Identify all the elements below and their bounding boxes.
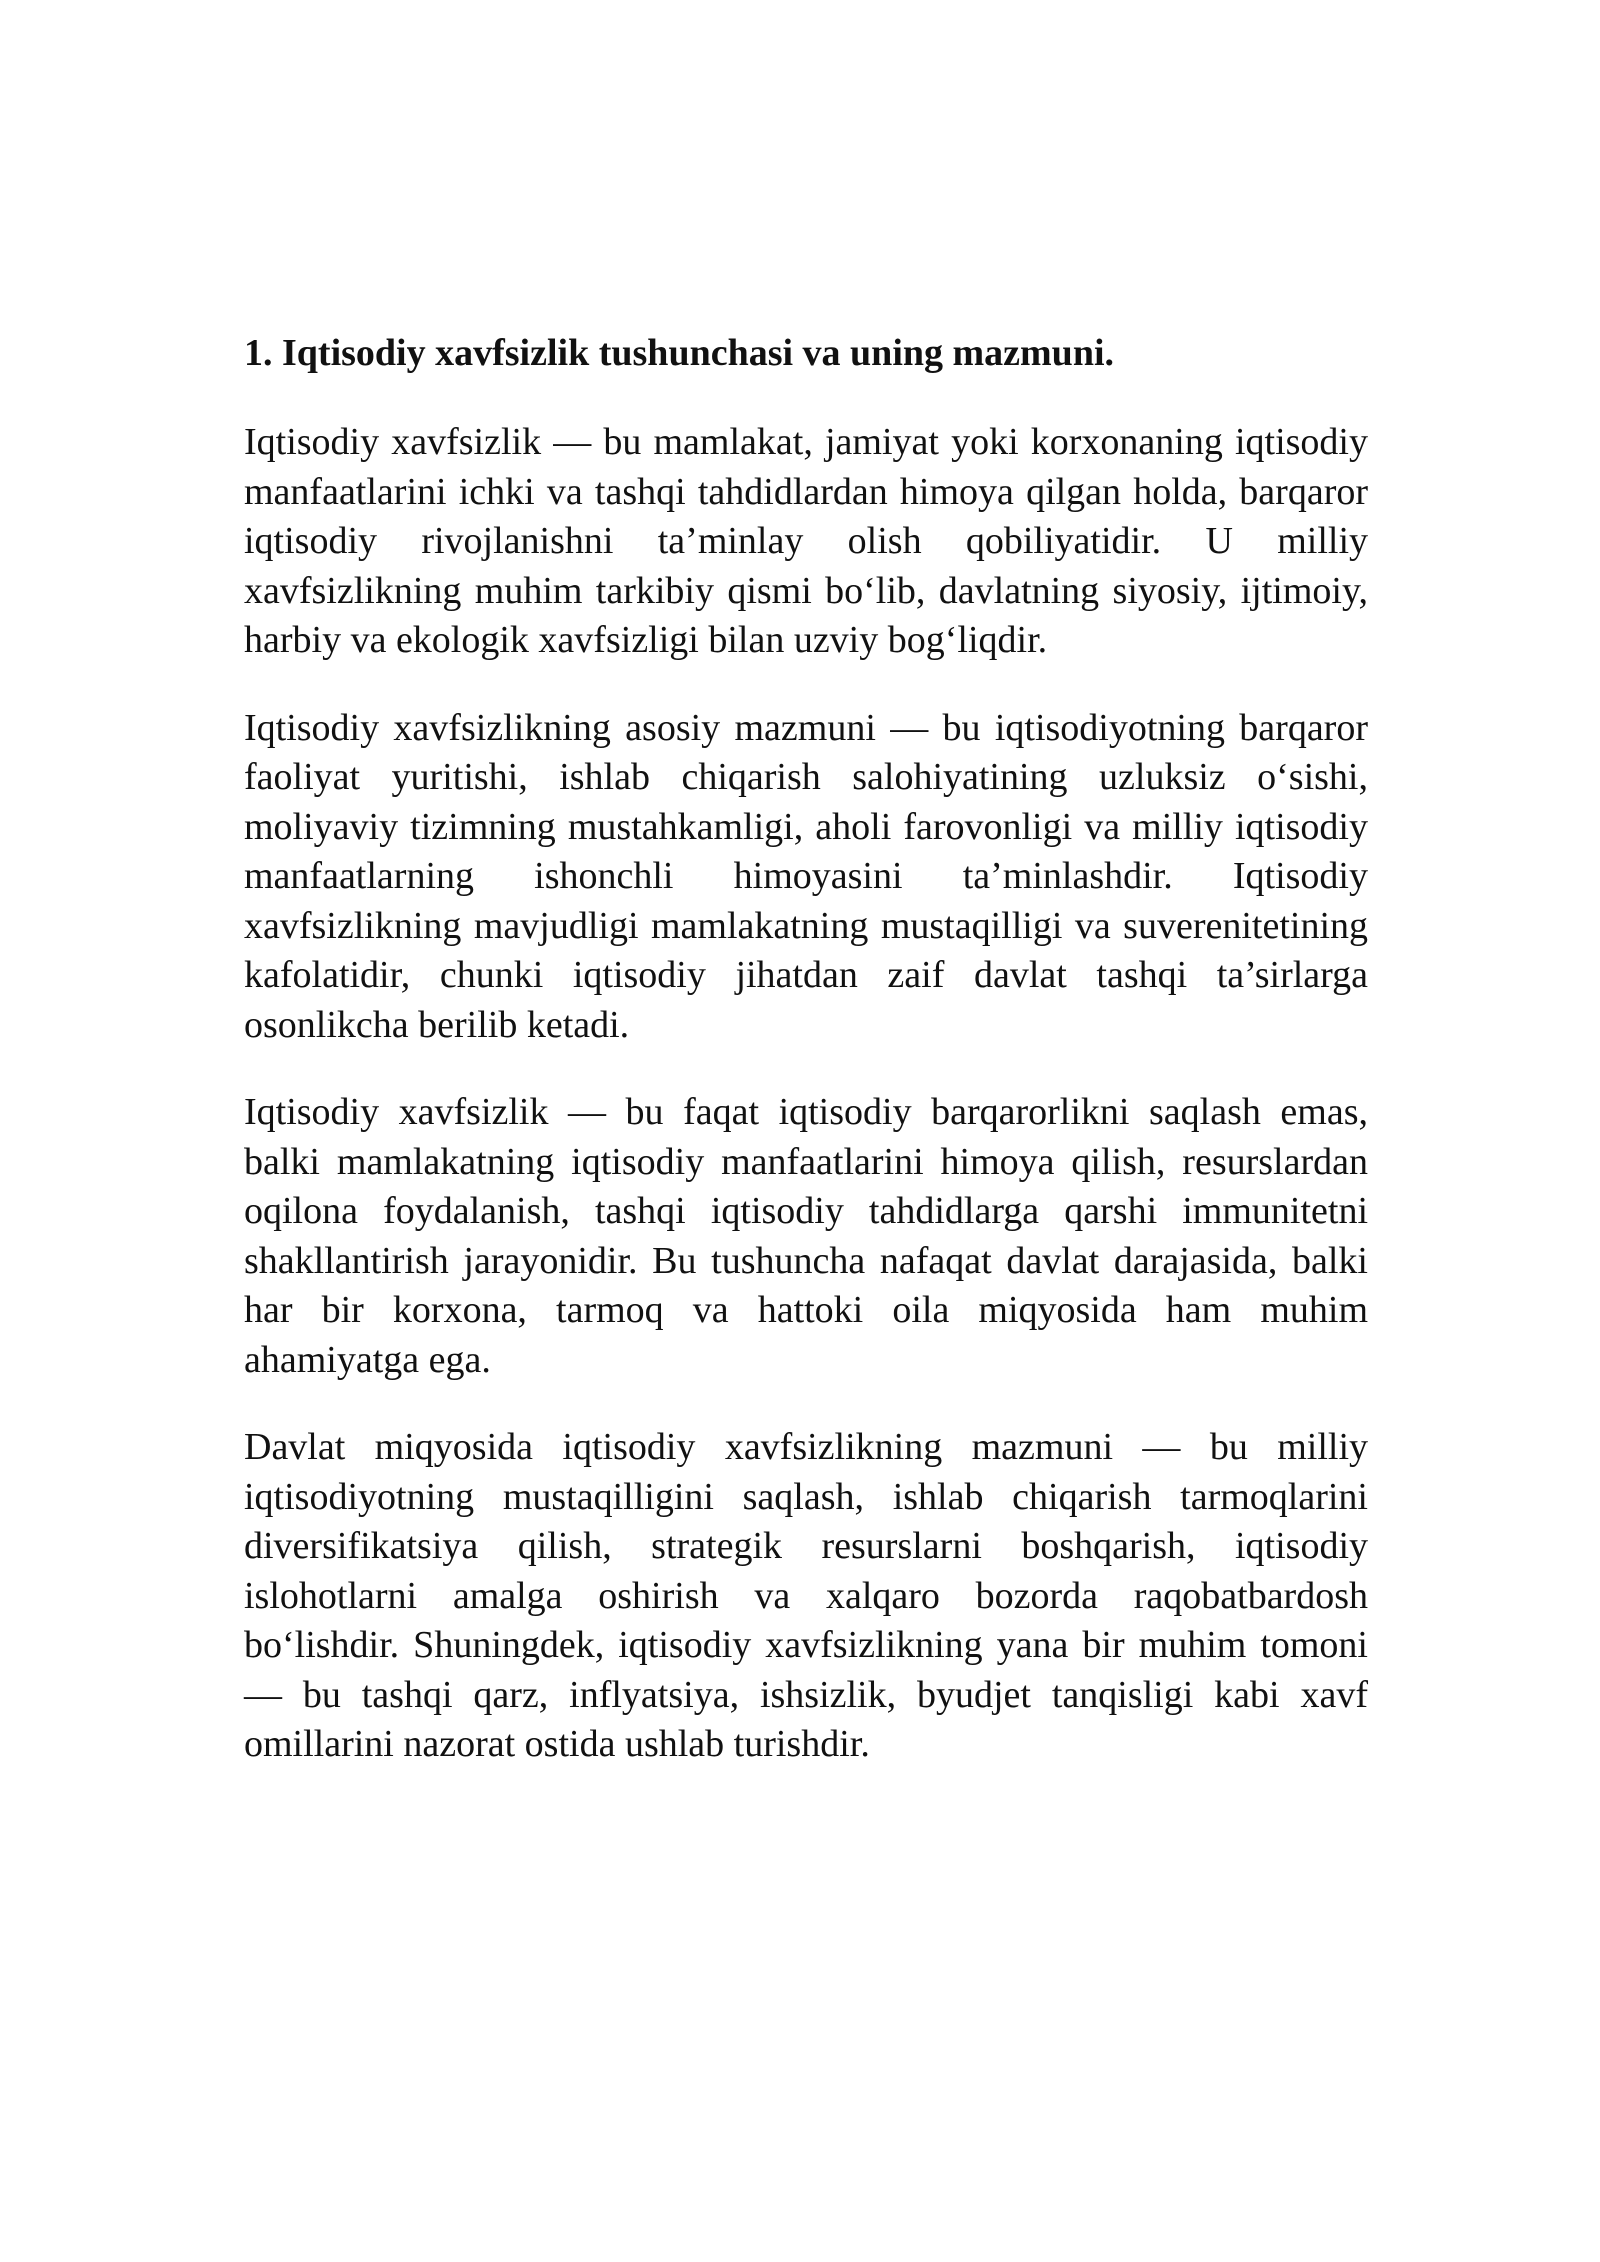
paragraph-3: Iqtisodiy xavfsizlik — bu faqat iqtisodiy barqarorlikni saqlash emas, balki mamlakatning iqtisodiy manfaatlarini himoya qilish, resurslardan oqilona foydalanish, tashqi iqtisodiy tahdidlarga qarshi immunitetni shakllantirish jarayonidir. Bu tushuncha nafaqat davlat darajasida, balki har bir korxona, tarmoq va hattoki oila miqyosida ham muhim ahamiyatga ega. [244, 1091, 1368, 1381]
document-body [244, 328, 1368, 1808]
paragraph-1: Iqtisodiy xavfsizlik — bu mamlakat, jamiyat yoki korxonaning iqtisodiy manfaatlarini ichki va tashqi tahdidlardan himoya qilgan holda, barqaror iqtisodiy rivojlanishni ta’minlay olish qobiliyatidir. U milliy xavfsizlikning muhim tarkibiy qismi bo‘lib, davlatning siyosiy, ijtimoiy, harbiy va ekologik xavfsizligi bilan uzviy bog‘liqdir. [244, 421, 1368, 661]
paragraph-4: Davlat miqyosida iqtisodiy xavfsizlikning mazmuni — bu milliy iqtisodiyotning mustaqilligini saqlash, ishlab chiqarish tarmoqlarini diversifikatsiya qilish, strategik resurslarni boshqarish, iqtisodiy islohotlarni amalga oshirish va xalqaro bozorda raqobatbardosh bo‘lishdir. Shuningdek, iqtisodiy xavfsizlikning yana bir muhim tomoni — bu tashqi qarz, inflyatsiya, ishsizlik, byudjet tanqisligi kabi xavf omillarini nazorat ostida ushlab turishdir. [244, 1426, 1368, 1765]
section-heading: 1. Iqtisodiy xavfsizlik tushunchasi va uning mazmuni. [244, 332, 1115, 374]
paragraph-2: Iqtisodiy xavfsizlikning asosiy mazmuni — bu iqtisodiyotning barqaror faoliyat yuritishi, ishlab chiqarish salohiyatining uzluksiz o‘sishi, moliyaviy tizimning mustahkamligi, aholi farovonligi va milliy iqtisodiy manfaatlarning ishonchli himoyasini ta’minlashdir. Iqtisodiy xavfsizlikning mavjudligi mamlakatning mustaqilligi va suverenitetining kafolatidir, chunki iqtisodiy jihatdan zaif davlat tashqi ta’sirlarga osonlikcha berilib ketadi. [244, 706, 1368, 1046]
